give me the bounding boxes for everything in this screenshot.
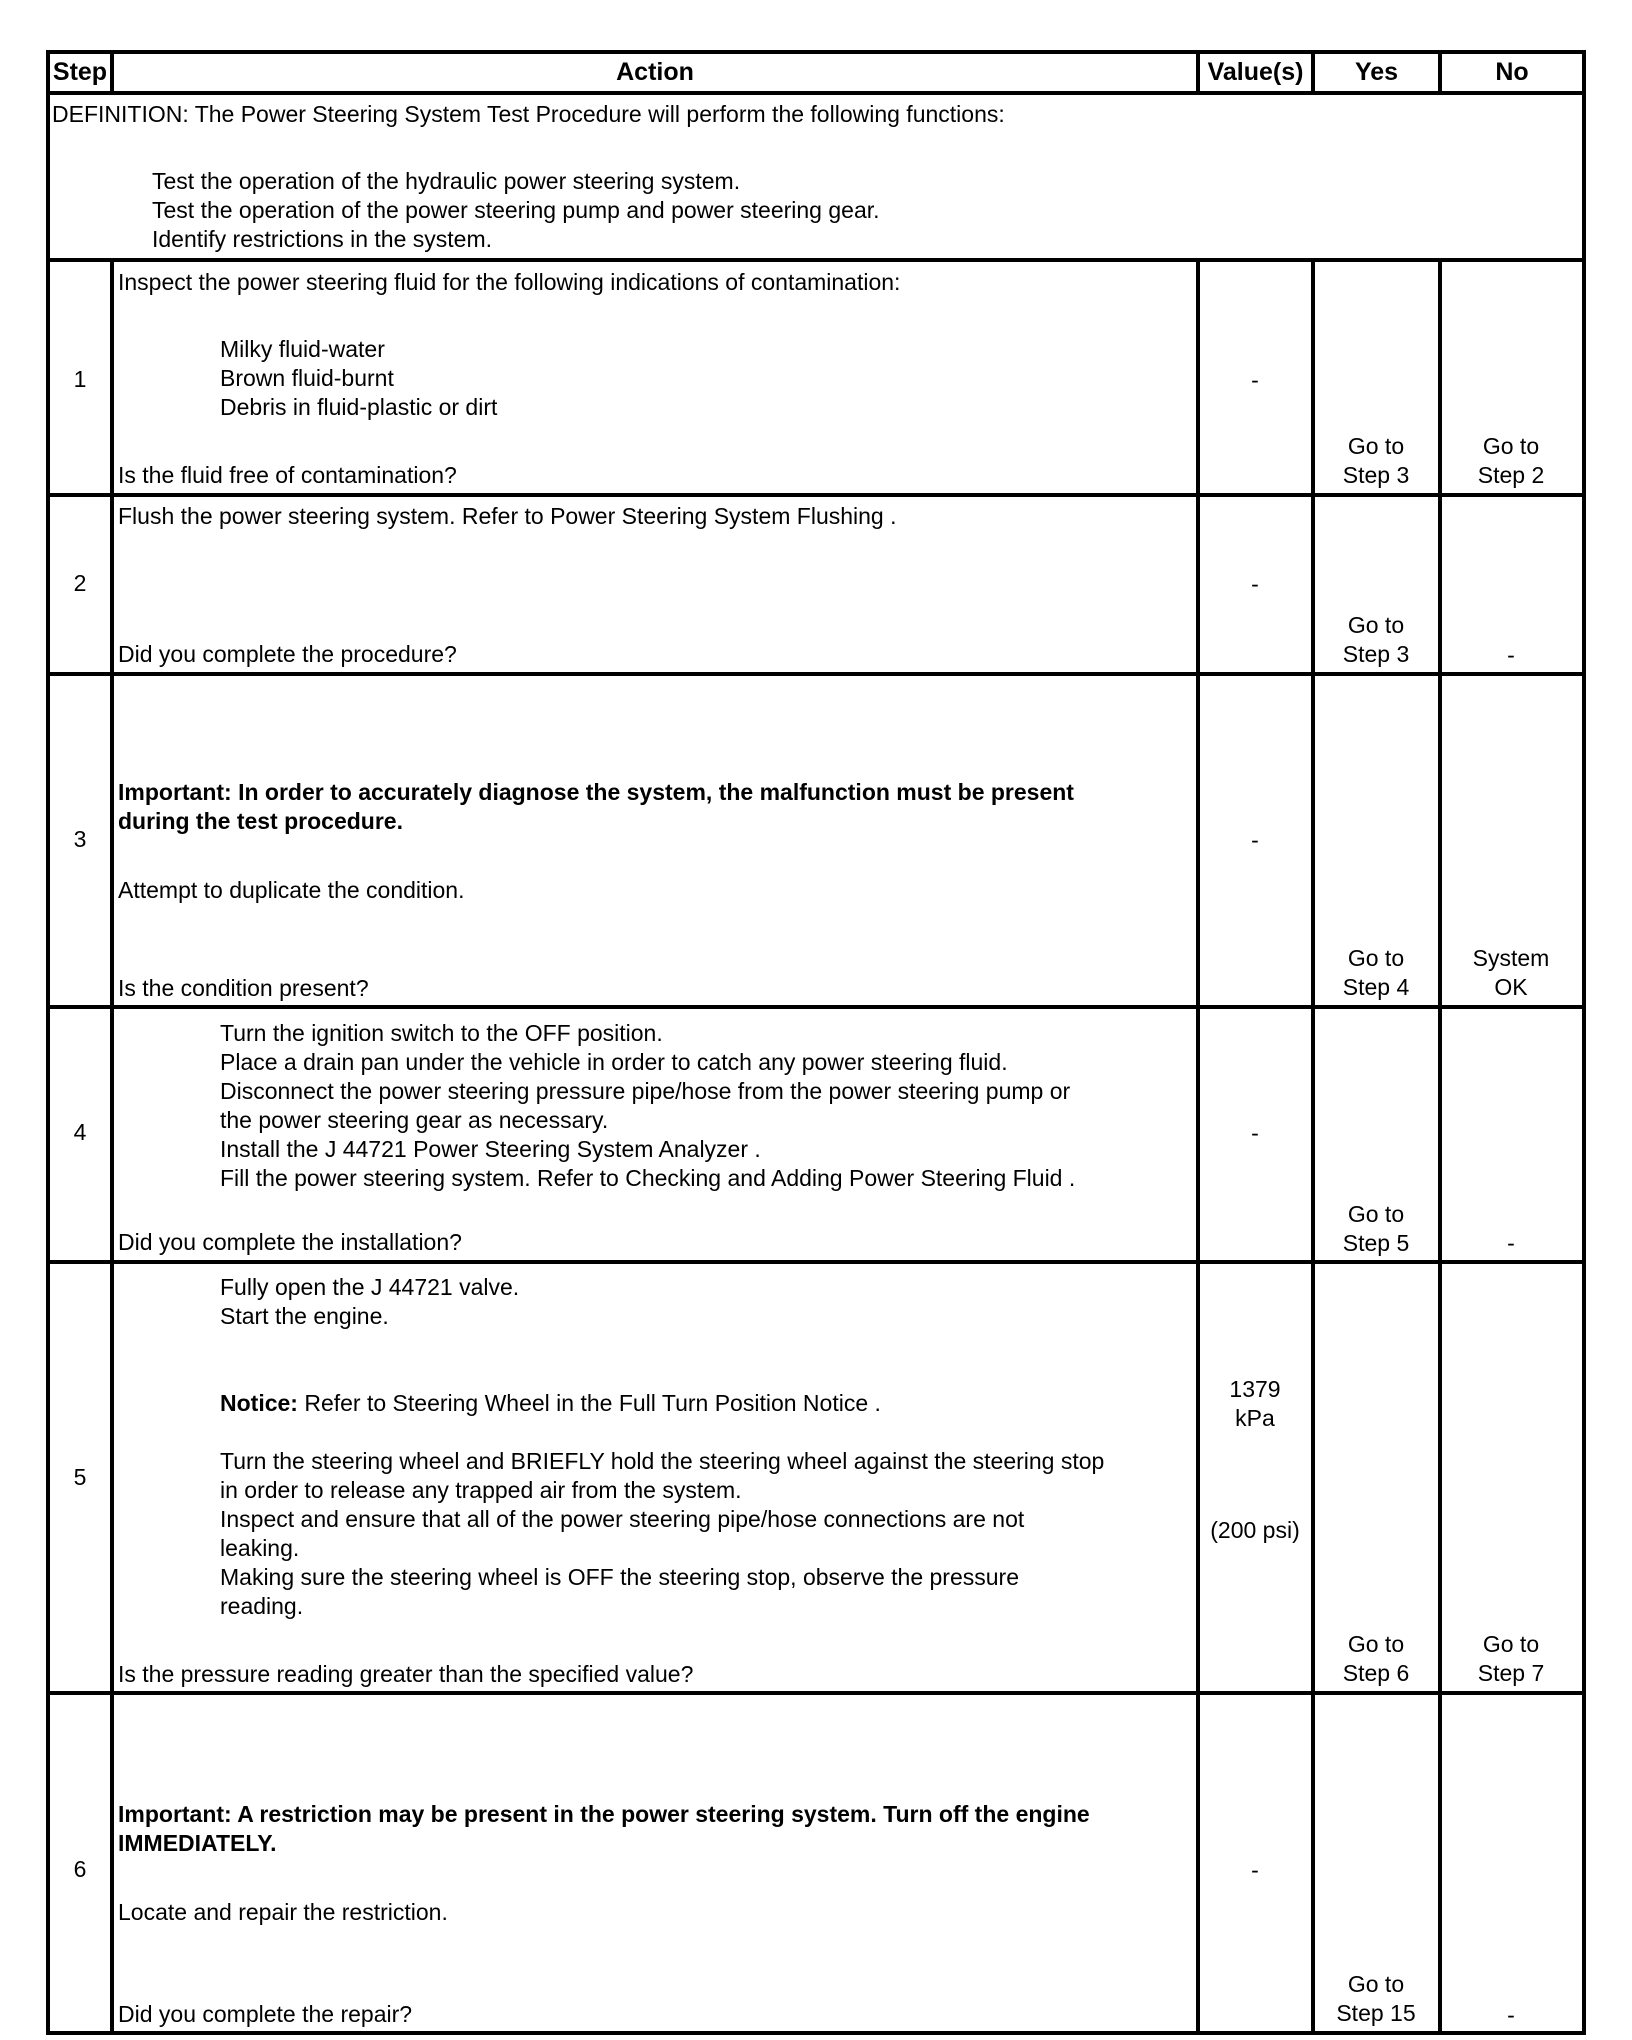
step-list-item: Install the J 44721 Power Steering System Analyzer . [220, 1136, 761, 1162]
no-goto: - [1507, 1230, 1515, 1256]
step-list-item: Place a drain pan under the vehicle in order to catch any power steering fluid. [220, 1049, 1008, 1075]
rule-col-yes [1438, 258, 1442, 2035]
step-list-item: Debris in fluid-plastic or dirt [220, 394, 498, 420]
no-text: Step 2 [1477, 462, 1545, 488]
yes-goto [1316, 611, 1436, 669]
no-goto [1451, 1630, 1571, 1688]
step-value: - [1251, 367, 1259, 393]
step-list-item: Start the engine. [220, 1303, 389, 1329]
header-step: Step [52, 58, 108, 86]
no-goto: - [1507, 2002, 1515, 2028]
step-list-item: Milky fluid-water [220, 336, 385, 362]
notice-label: Notice: [220, 1390, 298, 1416]
rule-col-values [1311, 258, 1315, 2035]
step-question: Did you complete the installation? [118, 1229, 462, 1255]
notice-line [220, 1389, 881, 1418]
yes-text: Step 3 [1342, 641, 1410, 667]
step-number: 2 [73, 570, 87, 596]
step-list-item: in order to release any trapped air from the system. [220, 1477, 742, 1503]
yes-text: Step 6 [1342, 1660, 1410, 1686]
header-values: Value(s) [1207, 58, 1304, 86]
rule-step5-bottom [46, 1691, 1586, 1695]
value-unit: kPa [1235, 1405, 1275, 1431]
value-number: 1379 [1229, 1376, 1281, 1402]
rule-bottom [46, 2031, 1586, 2035]
step-question: Did you complete the repair? [118, 2001, 413, 2027]
yes-goto [1316, 1200, 1436, 1258]
yes-goto [1316, 1970, 1436, 2028]
step-question: Is the fluid free of contamination? [118, 462, 457, 488]
rule-col-step [110, 258, 114, 2035]
step-list-item: Disconnect the power steering pressure pipe/hose from the power steering pump or [220, 1078, 1071, 1104]
step-text: Locate and repair the restriction. [118, 1899, 448, 1925]
yes-text: Go to [1347, 1971, 1405, 1997]
step-number: 1 [73, 366, 87, 392]
header-action: Action [616, 58, 694, 86]
definition-intro: DEFINITION: The Power Steering System Test Procedure will perform the following functions: [52, 101, 1005, 127]
step-value: - [1251, 571, 1259, 597]
rule-right [1582, 50, 1586, 2035]
step-list-item: Making sure the steering wheel is OFF the steering stop, observe the pressure [220, 1564, 1020, 1590]
yes-text: Go to [1347, 1201, 1405, 1227]
important-note: Important: A restriction may be present in the power steering system. Turn off the engine [118, 1801, 1090, 1827]
yes-text: Go to [1347, 1631, 1405, 1657]
yes-text: Step 4 [1342, 974, 1410, 1000]
step-number: 5 [73, 1464, 87, 1490]
rule-step4-bottom [46, 1260, 1586, 1264]
notice-text: Refer to Steering Wheel in the Full Turn Position Notice . [297, 1390, 881, 1416]
step-question: Did you complete the procedure? [118, 641, 457, 667]
rule-step2-bottom [46, 672, 1586, 676]
yes-goto [1316, 432, 1436, 490]
step-value: - [1251, 1857, 1259, 1883]
definition-item: Identify restrictions in the system. [152, 226, 493, 252]
important-note: Important: In order to accurately diagnose the system, the malfunction must be present [118, 779, 1074, 805]
yes-text: Go to [1347, 433, 1405, 459]
header-yes: Yes [1354, 58, 1399, 86]
step-question: Is the condition present? [118, 975, 369, 1001]
yes-text: Go to [1347, 612, 1405, 638]
step-value [1200, 1375, 1310, 1433]
yes-goto [1316, 1630, 1436, 1688]
step-list-item: Brown fluid-burnt [220, 365, 394, 391]
rule-left [46, 50, 50, 2035]
step-text: Attempt to duplicate the condition. [118, 877, 465, 903]
yes-text: Step 3 [1342, 462, 1410, 488]
important-note: IMMEDIATELY. [118, 1830, 277, 1856]
step-text: Inspect the power steering fluid for the following indications of contamination: [118, 269, 901, 295]
no-goto: - [1507, 642, 1515, 668]
step-value: - [1251, 1120, 1259, 1146]
step-list-item: leaking. [220, 1535, 300, 1561]
step-list-item: Inspect and ensure that all of the power steering pipe/hose connections are not [220, 1506, 1025, 1532]
step-question: Is the pressure reading greater than the specified value? [118, 1661, 694, 1687]
no-goto [1451, 944, 1571, 1002]
step-list-item: Fully open the J 44721 valve. [220, 1274, 520, 1300]
step-number: 6 [73, 1856, 87, 1882]
rule-step3-bottom [46, 1005, 1586, 1009]
definition-item: Test the operation of the hydraulic power steering system. [152, 168, 741, 194]
step-text: Flush the power steering system. Refer to Power Steering System Flushing . [118, 503, 897, 529]
yes-text: Step 15 [1336, 2000, 1416, 2026]
rule-step1-bottom [46, 493, 1586, 497]
no-text: System [1472, 945, 1550, 971]
no-goto [1451, 432, 1571, 490]
no-text: OK [1494, 974, 1528, 1000]
no-text: Step 7 [1477, 1660, 1545, 1686]
important-note: during the test procedure. [118, 808, 403, 834]
no-text: Go to [1482, 1631, 1540, 1657]
step-value-alt: (200 psi) [1210, 1517, 1300, 1543]
definition-item: Test the operation of the power steering pump and power steering gear. [152, 197, 880, 223]
yes-goto [1316, 944, 1436, 1002]
step-list-item: the power steering gear as necessary. [220, 1107, 609, 1133]
step-list-item: Turn the steering wheel and BRIEFLY hold the steering wheel against the steering stop [220, 1448, 1105, 1474]
rule-header-bottom [46, 91, 1586, 95]
yes-text: Go to [1347, 945, 1405, 971]
yes-text: Step 5 [1342, 1230, 1410, 1256]
step-list-item: reading. [220, 1593, 304, 1619]
step-list-item: Fill the power steering system. Refer to Checking and Adding Power Steering Fluid . [220, 1165, 1076, 1191]
step-number: 3 [73, 826, 87, 852]
step-number: 4 [73, 1119, 87, 1145]
rule-definition-bottom [46, 258, 1586, 262]
no-text: Go to [1482, 433, 1540, 459]
diagnostic-table [46, 50, 1586, 2035]
step-value: - [1251, 827, 1259, 853]
step-list-item: Turn the ignition switch to the OFF position. [220, 1020, 663, 1046]
header-no: No [1495, 58, 1529, 86]
